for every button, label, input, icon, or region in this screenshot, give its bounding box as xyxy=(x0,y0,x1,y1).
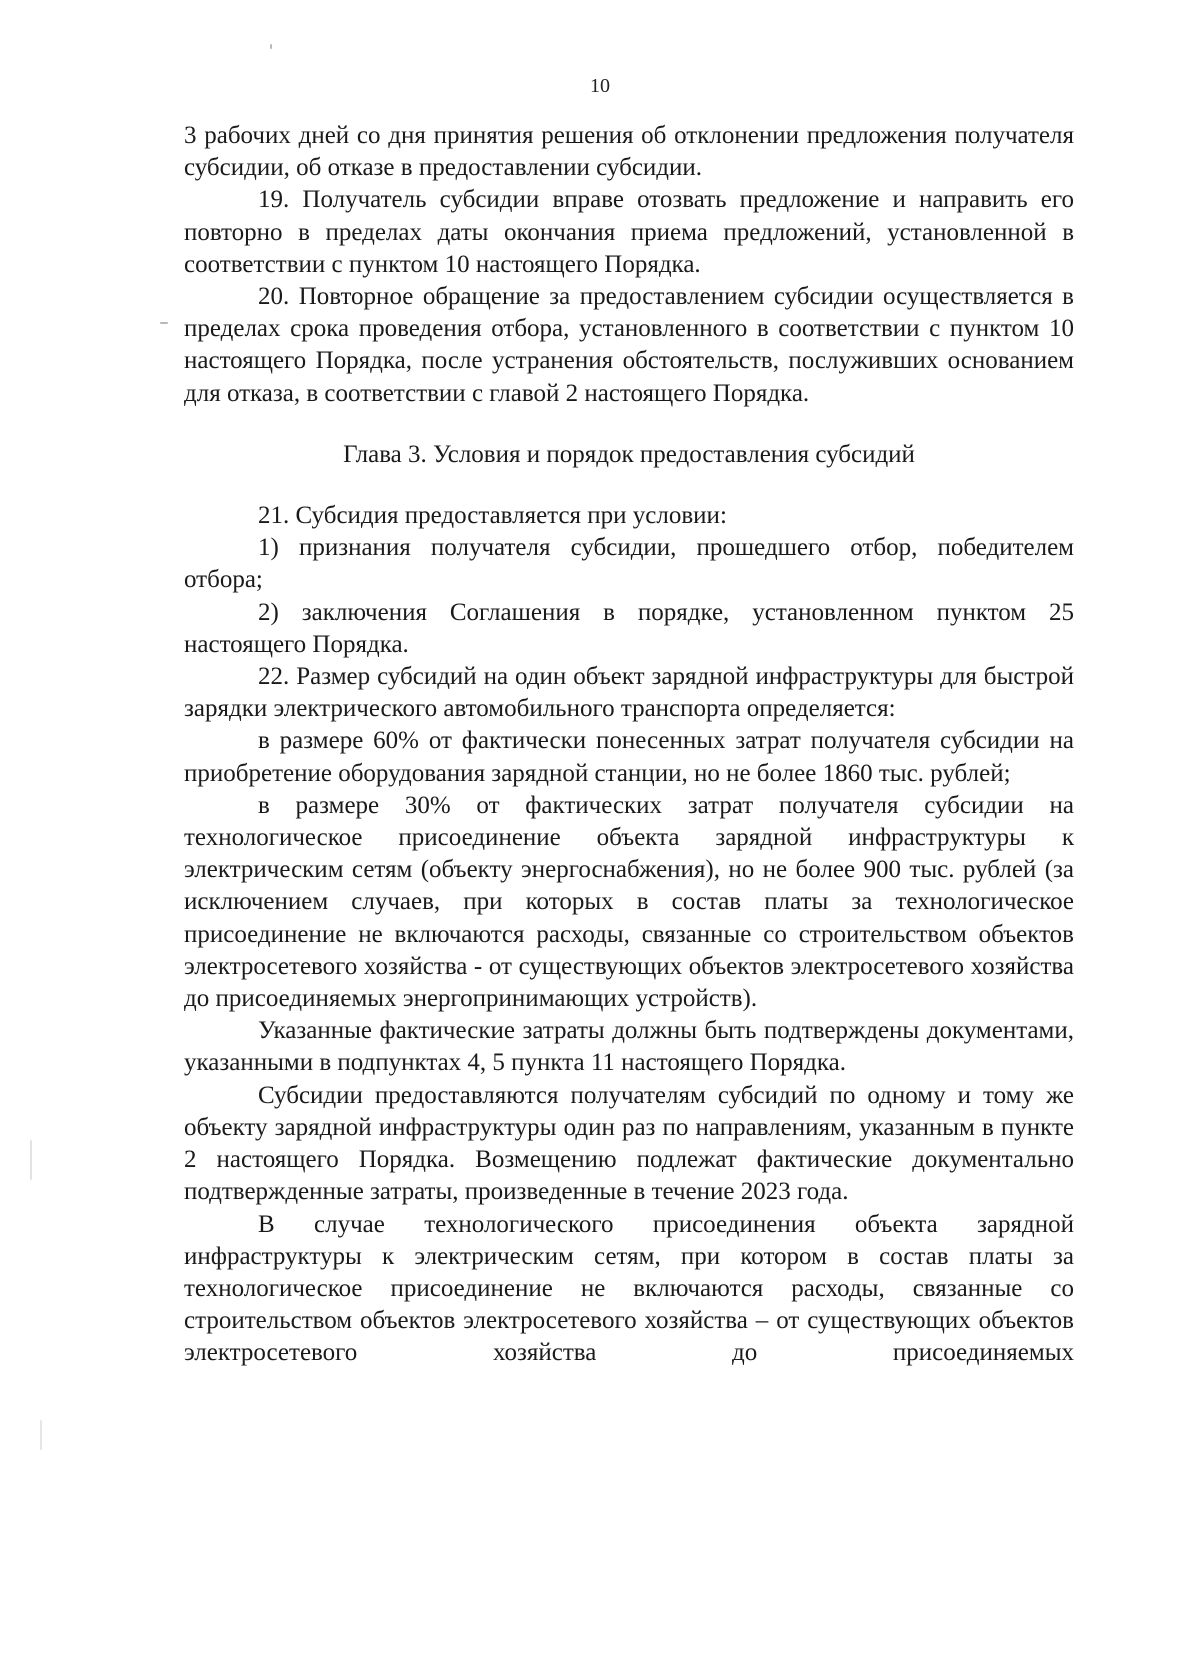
scan-speck xyxy=(30,1140,32,1180)
paragraph-19: 19. Получатель субсидии вправе отозвать предложение и направить его повторно в пределах даты окончания приема предложений, установленной в соответствии с пунктом 10 настоящего Порядка. xyxy=(184,186,1074,278)
paragraph-22-equipment: в размере 60% от фактически понесенных затрат получателя субсидии на приобретение оборудования зарядной станции, но не более 1860 тыс. рублей; xyxy=(184,727,1074,787)
document-body xyxy=(184,120,1074,1370)
paragraph-22-confirmation: Указанные фактические затраты должны быть подтверждены документами, указанными в подпунктах 4, 5 пункта 11 настоящего Порядка. xyxy=(184,1017,1074,1077)
paragraph-21-item-1: 1) признания получателя субсидии, прошедшего отбор, победителем отбора; xyxy=(184,534,1074,594)
paragraph-21: 21. Субсидия предоставляется при условии: xyxy=(258,502,727,530)
paragraph-21-item-2: 2) заключения Соглашения в порядке, установленном пунктом 25 настоящего Порядка. xyxy=(184,598,1074,658)
paragraph-20: 20. Повторное обращение за предоставлением субсидии осуществляется в пределах срока проведения отбора, установленного в соответствии с пунктом 10 настоящего Порядка, после устранения обстоятельств, послуживших основанием для отказа, в соответствии с главой 2 настоящего Порядка. xyxy=(184,283,1074,407)
paragraph-22-special-case: В случае технологического присоединения объекта зарядной инфраструктуры к электрическим сетям, при котором в состав платы за технологическое присоединение не включаются расходы, связанные со строительством объектов электросетевого хозяйства – от существующих объектов электросетевого хозяйства до присоединяемых xyxy=(184,1210,1074,1367)
scan-speck xyxy=(40,1420,42,1450)
paragraph-22: 22. Размер субсидий на один объект зарядной инфраструктуры для быстрой зарядки электрического автомобильного транспорта определяется: xyxy=(184,663,1074,723)
page-number: 10 xyxy=(590,75,610,97)
scan-speck xyxy=(160,322,168,324)
paragraph-22-connection: в размере 30% от фактических затрат получателя субсидии на технологическое присоединение объекта зарядной инфраструктуры к электрическим сетям (объекту энергоснабжения), но не более 900 тыс. рублей (за исключением случаев, при которых в состав платы за технологическое присоединение не включаются расходы, связанные со строительством объектов электросетевого хозяйства - от существующих объектов электросетевого хозяйства до присоединяемых энергопринимающих устройств). xyxy=(184,791,1074,1013)
paragraph-continuation: 3 рабочих дней со дня принятия решения об отклонении предложения получателя субсидии, об отказе в предоставлении субсидии. xyxy=(184,122,1074,182)
paragraph-22-once-rule: Субсидии предоставляются получателям субсидий по одному и тому же объекту зарядной инфраструктуры один раз по направлениям, указанным в пункте 2 настоящего Порядка. Возмещению подлежат фактические документально подтвержденные затраты, произведенные в течение 2023 года. xyxy=(184,1081,1074,1206)
chapter-heading: Глава 3. Условия и порядок предоставления субсидий xyxy=(343,440,915,468)
scan-speck xyxy=(270,44,272,49)
